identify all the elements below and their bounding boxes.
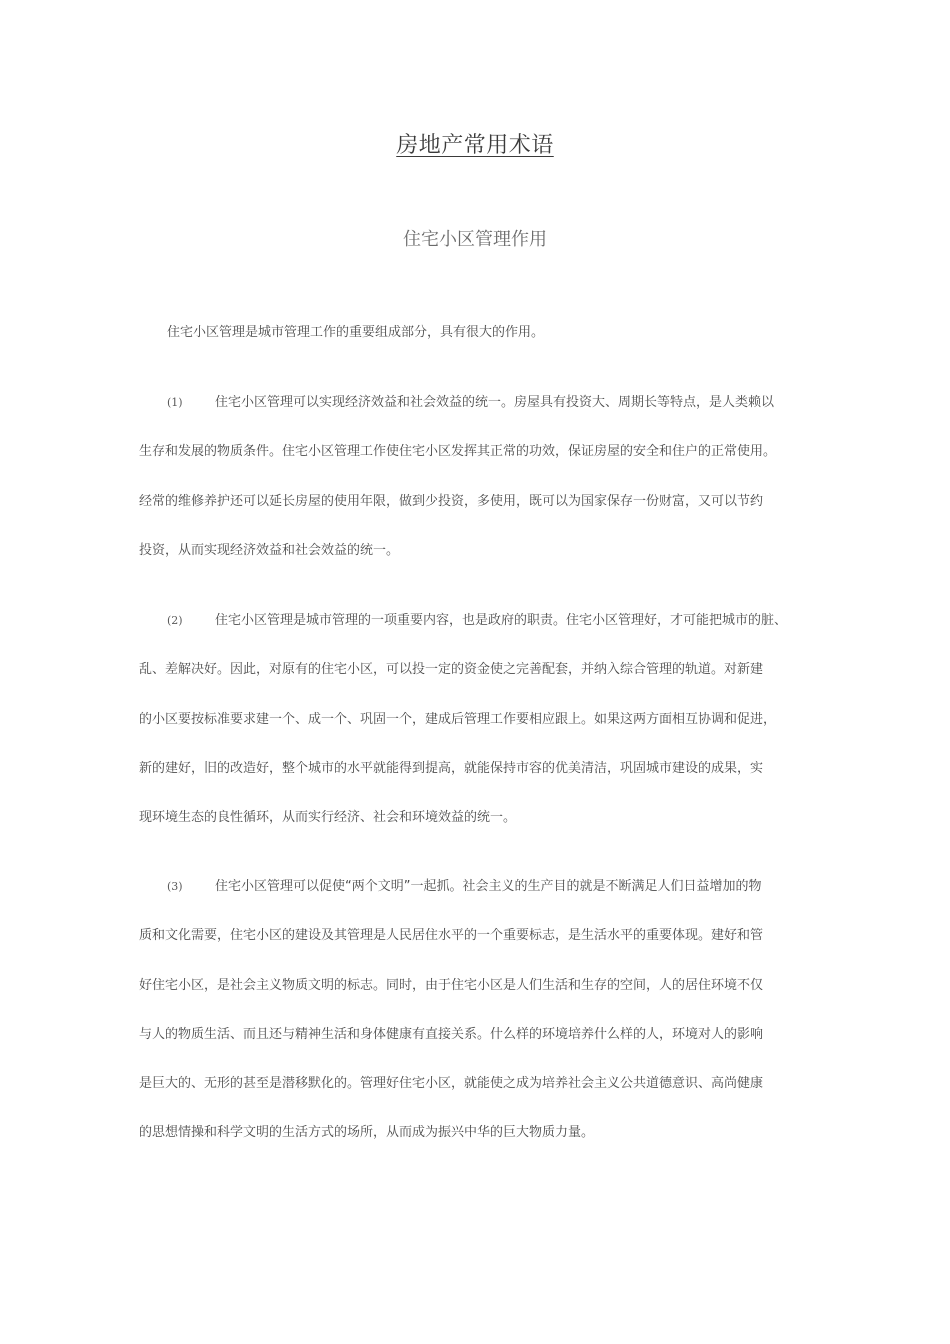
paragraph-number: (2) (167, 614, 183, 627)
paragraph-line: 生存和发展的物质条件。住宅小区管理工作使住宅小区发挥其正常的功效，保证房屋的安全和住户的正常使用。 (139, 444, 777, 460)
document-title: 房地产常用术语 (396, 133, 554, 158)
paragraph-line-text: 住宅小区管理可以促使“两个文明”一起抓。社会主义的生产目的就是不断满足人们日益增加的物 (215, 879, 762, 894)
paragraph-line (139, 378, 819, 427)
paragraph-line: 好住宅小区，是社会主义物质文明的标志。同时，由于住宅小区是人们生活和生存的空间，人的居住环境不仅 (139, 977, 764, 993)
paragraph-number: (1) (167, 396, 183, 409)
paragraph-line: 的小区要按标准要求建一个、成一个、巩固一个，建成后管理工作要相应跟上。如果这两方面相互协调和促进， (139, 711, 777, 727)
paragraph-line: 质和文化需要，住宅小区的建设及其管理是人民居住水平的一个重要标志，是生活水平的重要体现。建好和管 (139, 928, 764, 944)
paragraph-line: 的思想情操和科学文明的生活方式的场所，从而成为振兴中华的巨大物质力量。 (139, 1125, 595, 1141)
paragraph-line: 新的建好，旧的改造好，整个城市的水平就能得到提高，就能保持市容的优美清洁，巩固城市建设的成果，实 (139, 760, 764, 776)
paragraph-line: 现环境生态的良性循环，从而实行经济、社会和环境效益的统一。 (139, 810, 517, 826)
paragraph-line-text: 住宅小区管理是城市管理的一项重要内容，也是政府的职责。住宅小区管理好，才可能把城市的脏、 (215, 613, 788, 628)
paragraph-line (139, 862, 819, 911)
paragraph-line: 投资，从而实现经济效益和社会效益的统一。 (139, 542, 400, 558)
paragraph-number: (3) (167, 880, 183, 893)
paragraph-line: 乱、差解决好。因此，对原有的住宅小区，可以投一定的资金使之完善配套，并纳入综合管理的轨道。对新建 (139, 662, 764, 678)
paragraph-line (139, 596, 819, 645)
numbered-paragraph-3 (139, 862, 819, 1158)
paragraph-line-text: 住宅小区管理可以实现经济效益和社会效益的统一。房屋具有投资大、周期长等特点，是人类赖以 (215, 395, 775, 410)
numbered-paragraph-1 (139, 378, 819, 575)
paragraph-line: 经常的维修养护还可以延长房屋的使用年限，做到少投资，多使用，既可以为国家保存一份财富，又可以节约 (139, 493, 764, 509)
document-subtitle: 住宅小区管理作用 (403, 229, 547, 250)
numbered-paragraph-2 (139, 596, 819, 842)
paragraph-line: 是巨大的、无形的甚至是潜移默化的。管理好住宅小区，就能使之成为培养社会主义公共道德意识、高尚健康 (139, 1076, 764, 1092)
paragraph-line: 与人的物质生活、而且还与精神生活和身体健康有直接关系。什么样的环境培养什么样的人，环境对人的影响 (139, 1026, 764, 1042)
intro-paragraph: 住宅小区管理是城市管理工作的重要组成部分，具有很大的作用。 (167, 325, 545, 340)
